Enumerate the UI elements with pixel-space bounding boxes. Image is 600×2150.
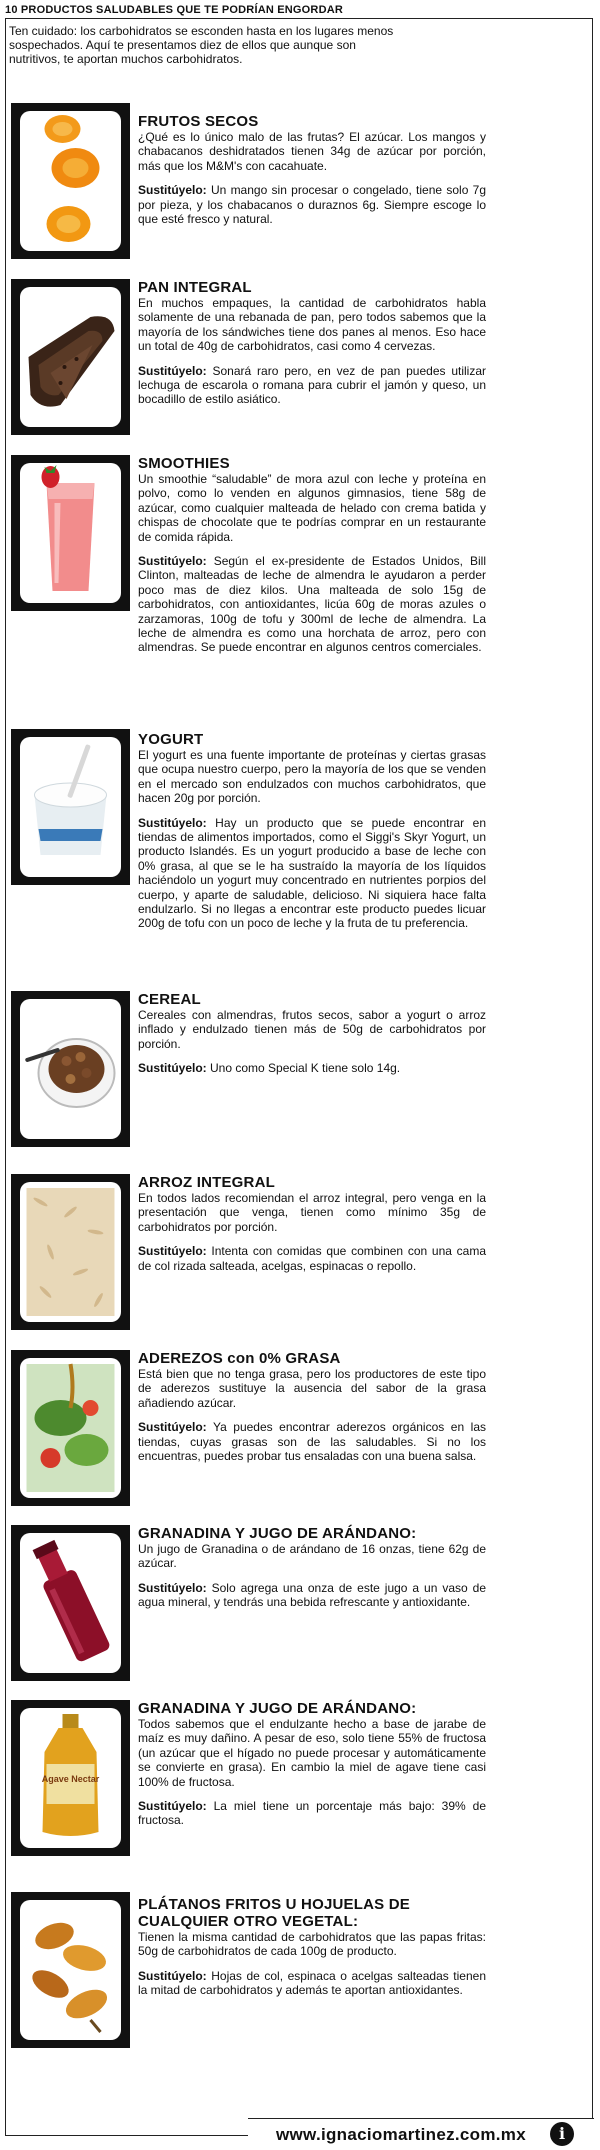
substitute-label: Sustitúyelo: (138, 1061, 207, 1076)
item-title: CEREAL (138, 991, 201, 1008)
item-title: GRANADINA Y JUGO DE ARÁNDANO: (138, 1525, 417, 1542)
bread-icon (20, 287, 121, 427)
thumbnail-frame (11, 991, 130, 1147)
thumbnail-frame (11, 279, 130, 435)
rice-icon (20, 1182, 121, 1322)
substitute-label: Sustitúyelo: (138, 1244, 207, 1259)
item-title: PLÁTANOS FRITOS U HOJUELAS DE CUALQUIER OTRO VEGETAL: (138, 1896, 410, 1930)
item-substitute (138, 554, 486, 655)
item-title: PAN INTEGRAL (138, 279, 252, 296)
thumbnail-frame (11, 1700, 130, 1856)
substitute-label: Sustitúyelo: (138, 1420, 207, 1435)
item-title: ADEREZOS con 0% GRASA (138, 1350, 341, 1367)
salad-dressing-icon (20, 1358, 121, 1498)
item-substitute (138, 183, 486, 226)
item-body: Todos sabemos que el endulzante hecho a base de jarabe de maíz es muy dañino. A pesar de eso, solo tiene 55% de fructosa (un azúcar que el hígado no puede procesar y automáticamente se convierte en grasa). En cambio la miel de agave tiene casi 100% de fructosa. (138, 1717, 486, 1789)
dried-fruit-icon (20, 111, 121, 251)
item-substitute (138, 1799, 486, 1828)
item-body: En todos lados recomiendan el arroz integral, pero venga en la presentación que venga, tienen como mínimo 35g de carbohidratos por porción. (138, 1191, 486, 1234)
agave-nectar-bottle-icon (20, 1708, 121, 1848)
item-substitute (138, 1969, 486, 1998)
smoothie-glass-icon (20, 463, 121, 603)
substitute-text: Uno como Special K tiene solo 14g. (206, 1061, 401, 1076)
substitute-label: Sustitúyelo: (138, 554, 207, 569)
substitute-text: Ya puedes encontrar aderezos orgánicos en las tiendas, cuyas grasas son de las saludables. Si no los encuentras, puedes probar tus ensaladas con una buena salsa. (138, 1420, 486, 1464)
thumbnail-frame (11, 1525, 130, 1681)
juice-bottle-icon (20, 1533, 121, 1673)
item-substitute (138, 1244, 486, 1273)
item-substitute (138, 1581, 486, 1610)
item-body: Un jugo de Granadina o de arándano de 16 onzas, tiene 62g de azúcar. (138, 1542, 486, 1571)
substitute-text: Según el ex-presidente de Estados Unidos, Bill Clinton, malteadas de leche de almendra le ayudaron a perder poco mas de diez kilos. Una malteada de solo 15g de carbohidratos, con antioxidantes, licúa 60g de moras azules o zarzamoras, 100g de tofu y 300ml de leche de almendra. La leche de almendra es como una horchata de arroz, pero con almendras. Se puede encontrar en algunos centros comerciales. (138, 554, 486, 655)
item-body: El yogurt es una fuente importante de proteínas y ciertas grasas que ocupa nuestro cuerpo, pero la mayoría de los que se venden en el mercado son endulzados con muchos carbohidratos, que hacen 20g por porción. (138, 748, 486, 806)
footer (248, 2118, 594, 2148)
substitute-label: Sustitúyelo: (138, 183, 207, 198)
page-title: 10 PRODUCTOS SALUDABLES QUE TE PODRÍAN ENGORDAR (5, 4, 344, 16)
cereal-bowl-icon (20, 999, 121, 1139)
substitute-text: Sonará raro pero, en vez de pan puedes utilizar lechuga de escarola o romana para cubrir el jamón y queso, un bocadillo de estilo asiático. (138, 363, 486, 407)
item-substitute (138, 1420, 486, 1463)
item-title: GRANADINA Y JUGO DE ARÁNDANO: (138, 1700, 417, 1717)
substitute-text: La miel tiene un porcentaje más bajo: 39% de fructosa. (138, 1799, 486, 1828)
substitute-label: Sustitúyelo: (138, 1799, 207, 1814)
bottle-label-text: Agave Nectar (41, 1774, 100, 1784)
item-body: Cereales con almendras, frutos secos, sabor a yogurt o arroz inflado y endulzado tienen más de 50g de carbohidratos por porción. (138, 1008, 486, 1051)
item-body: Tienen la misma cantidad de carbohidratos que las papas fritas: 50g de carbohidratos de cada 100g de producto. (138, 1930, 486, 1959)
item-title: SMOOTHIES (138, 455, 230, 472)
substitute-text: Solo agrega una onza de este jugo a un vaso de agua mineral, y tendrás una bebida refrescante y antioxidante. (138, 1580, 486, 1610)
item-body: Un smoothie “saludable” de mora azul con leche y proteína en polvo, como lo venden en algunos gimnasios, tiene 58g de azúcar, como cualquier malteada de helado con crema batida y chispas de chocolate que te podrías comprar en un restaurante de comida rápida. (138, 472, 486, 544)
substitute-label: Sustitúyelo: (138, 1968, 207, 1983)
thumbnail-frame (11, 1174, 130, 1330)
item-body: ¿Qué es lo único malo de las frutas? El azúcar. Los mangos y chabacanos deshidratados tienen 34g de azúcar por porción, más que los M&M's con cacahuate. (138, 130, 486, 173)
info-icon[interactable]: i (550, 2122, 574, 2146)
thumbnail-frame (11, 729, 130, 885)
substitute-text: Intenta con comidas que combinen con una cama de col rizada salteada, acelgas, espinacas o repollo. (138, 1244, 486, 1273)
yogurt-cup-icon (20, 737, 121, 877)
thumbnail-frame (11, 1350, 130, 1506)
item-title: ARROZ INTEGRAL (138, 1174, 275, 1191)
item-substitute (138, 816, 486, 931)
substitute-label: Sustitúyelo: (138, 815, 207, 830)
thumbnail-frame (11, 1892, 130, 2048)
substitute-text: Un mango sin procesar o congelado, tiene solo 7g por pieza, y los chabacanos o duraznos 6g. Siempre escoge lo que esté fresco y natural. (138, 183, 486, 227)
plantain-chips-icon (20, 1900, 121, 2040)
substitute-label: Sustitúyelo: (138, 363, 207, 378)
footer-url-link[interactable]: www.ignaciomartinez.com.mx (276, 2125, 526, 2144)
item-substitute (138, 364, 486, 407)
item-body: En muchos empaques, la cantidad de carbohidratos habla solamente de una rebanada de pan, pero todos sabemos que la mayoría de los sándwiches tiene dos panes al menos. Eso hace un total de 40g de carbohidratos, casi como 4 cervezas. (138, 296, 486, 354)
substitute-text: Hay un producto que se puede encontrar en tiendas de alimentos importados, como el Siggi's Skyr Yogurt, un producto Islandés. Es un yogurt producido a base de leche con 0% grasa, al que se le ha sustraído la mayoría de los líquidos haciéndolo un yogurt muy concentrado en nutrientes porpios del cuerpo, y aparte de saludable, delicioso. Ni siquiera hace falta endulzarlo. Si no llegas a encontrar este producto puedes licuar 200g de tofu con un poco de leche y la fruta de tu preferencia. (138, 815, 486, 931)
thumbnail-frame (11, 103, 130, 259)
intro-text: Ten cuidado: los carbohidratos se esconden hasta en los lugares menos sospechados. Aquí te presentamos diez de ellos que aunque son nutritivos, te aportan muchos carbohidratos. (9, 24, 394, 66)
item-body: Está bien que no tenga grasa, pero los productores de este tipo de aderezos sustituye la ausencia del sabor de la grasa añadiendo azúcar. (138, 1367, 486, 1410)
item-substitute (138, 1061, 486, 1075)
item-title: FRUTOS SECOS (138, 113, 259, 130)
substitute-label: Sustitúyelo: (138, 1580, 207, 1595)
substitute-text: Hojas de col, espinaca o acelgas salteadas tienen la mitad de carbohidratos y además te aportan antioxidantes. (138, 1968, 486, 1998)
item-title: YOGURT (138, 731, 204, 748)
thumbnail-frame (11, 455, 130, 611)
